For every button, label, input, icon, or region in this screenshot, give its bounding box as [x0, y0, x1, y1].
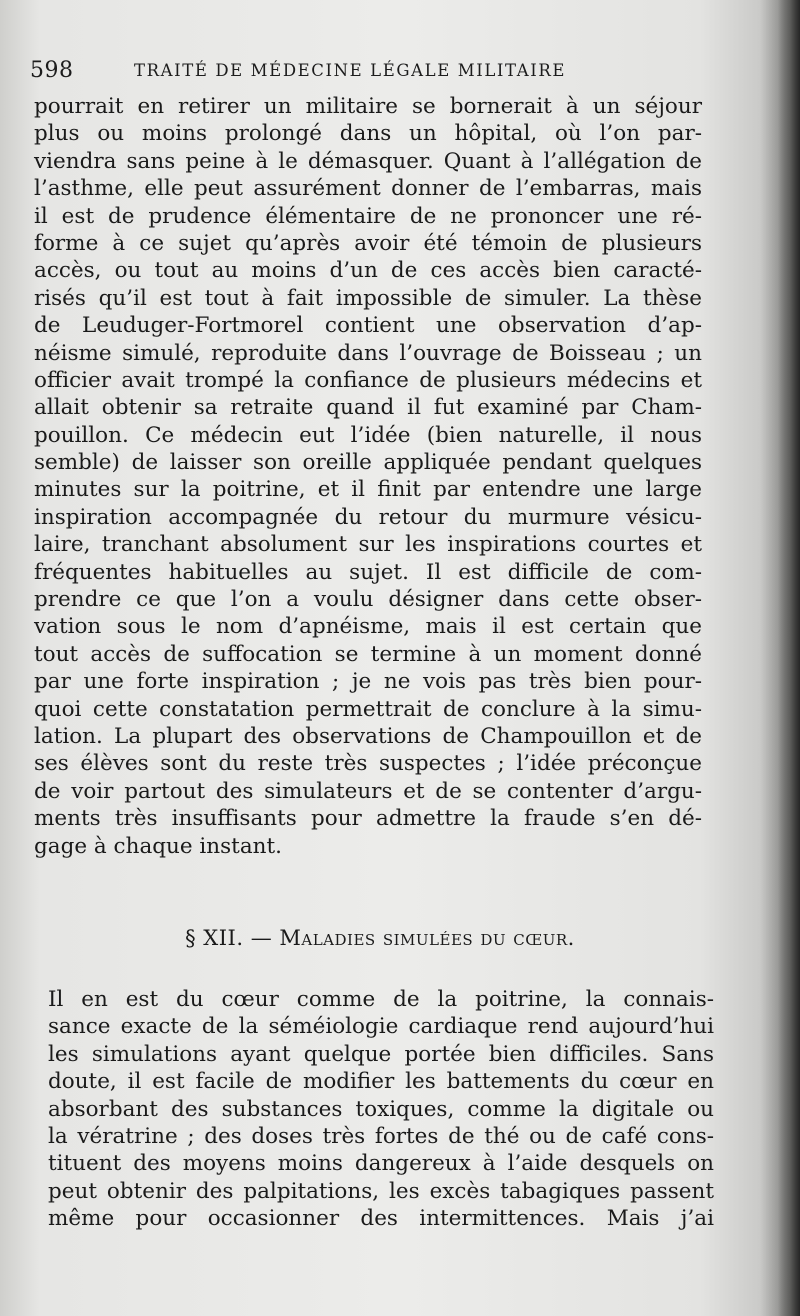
- text-line: ses élèves sont du reste très suspectes ; l’idée préconçue: [34, 751, 702, 777]
- page-number: 598: [30, 58, 74, 83]
- running-title: TRAITÉ DE MÉDECINE LÉGALE MILITAIRE: [134, 61, 566, 80]
- section-heading: [0, 926, 760, 950]
- text-line: l’asthme, elle peut assurément donner de l’embarras, mais: [34, 176, 702, 202]
- text-line: il est de prudence élémentaire de ne prononcer une ré-: [34, 203, 702, 229]
- text-line: accès, ou tout au moins d’un de ces accès bien caracté-: [34, 258, 702, 284]
- text-line: par une forte inspiration ; je ne vois pas très bien pour-: [34, 669, 702, 695]
- text-line: prendre ce que l’on a voulu désigner dans cette obser-: [34, 587, 702, 613]
- text-line: tout accès de suffocation se termine à un moment donné: [34, 641, 702, 667]
- text-line: peut obtenir des palpitations, les excès tabagiques passent: [48, 1178, 714, 1204]
- section-number: § XII. —: [185, 926, 280, 950]
- text-line: lation. La plupart des observations de Champouillon et de: [34, 723, 702, 749]
- text-line: néisme simulé, reproduite dans l’ouvrage de Boisseau ; un: [34, 340, 702, 366]
- text-line: fréquentes habituelles au sujet. Il est difficile de com-: [34, 559, 702, 585]
- text-line: la vératrine ; des doses très fortes de thé ou de café cons-: [48, 1123, 714, 1149]
- text-line: pourrait en retirer un militaire se bornerait à un séjour: [34, 94, 702, 119]
- text-line: ments très insuffisants pour admettre la fraude s’en dé-: [34, 806, 702, 832]
- text-line: absorbant des substances toxiques, comme la digitale ou: [48, 1096, 714, 1122]
- section-title: Maladies simulées du cœur.: [279, 926, 575, 950]
- text-line: doute, il est facile de modifier les battements du cœur en: [48, 1069, 714, 1095]
- page-header: [30, 52, 610, 86]
- text-line: de voir partout des simulateurs et de se contenter d’argu-: [34, 778, 702, 804]
- text-line: les simulations ayant quelque portée bien difficiles. Sans: [48, 1041, 714, 1067]
- text-line: quoi cette constatation permettrait de conclure à la simu-: [34, 696, 702, 722]
- text-line: tituent des moyens moins dangereux à l’aide desquels on: [48, 1151, 714, 1177]
- text-line: plus ou moins prolongé dans un hôpital, où l’on par-: [34, 121, 702, 147]
- text-line: minutes sur la poitrine, et il finit par entendre une large: [34, 477, 702, 503]
- text-line: vation sous le nom d’apnéisme, mais il est certain que: [34, 614, 702, 640]
- text-line: de Leuduger-Fortmorel contient une observation d’ap-: [34, 313, 702, 339]
- text-line: viendra sans peine à le démasquer. Quant à l’allégation de: [34, 148, 702, 174]
- text-line: officier avait trompé la confiance de plusieurs médecins et: [34, 367, 702, 393]
- text-line: forme à ce sujet qu’après avoir été témoin de plusieurs: [34, 230, 702, 256]
- page-binding-shadow: [778, 0, 800, 1316]
- paragraph-heart: [48, 986, 714, 1233]
- text-line: laire, tranchant absolument sur les inspirations courtes et: [34, 532, 702, 558]
- text-line: semble) de laisser son oreille appliquée pendant quelques: [34, 450, 702, 476]
- text-line: sance exacte de la séméiologie cardiaque rend aujourd’hui: [48, 1014, 714, 1040]
- paragraph-asthma: [34, 93, 702, 860]
- text-line: risés qu’il est tout à fait impossible de simuler. La thèse: [34, 285, 702, 311]
- text-line: pouillon. Ce médecin eut l’idée (bien naturelle, il nous: [34, 422, 702, 448]
- text-line: inspiration accompagnée du retour du murmure vésicu-: [34, 504, 702, 530]
- text-line: Il en est du cœur comme de la poitrine, la connais-: [48, 987, 714, 1012]
- text-line: même pour occasionner des intermittences. Mais j’ai: [48, 1206, 714, 1232]
- text-line: gage à chaque instant.: [34, 833, 282, 859]
- text-line: allait obtenir sa retraite quand il fut examiné par Cham-: [34, 395, 702, 421]
